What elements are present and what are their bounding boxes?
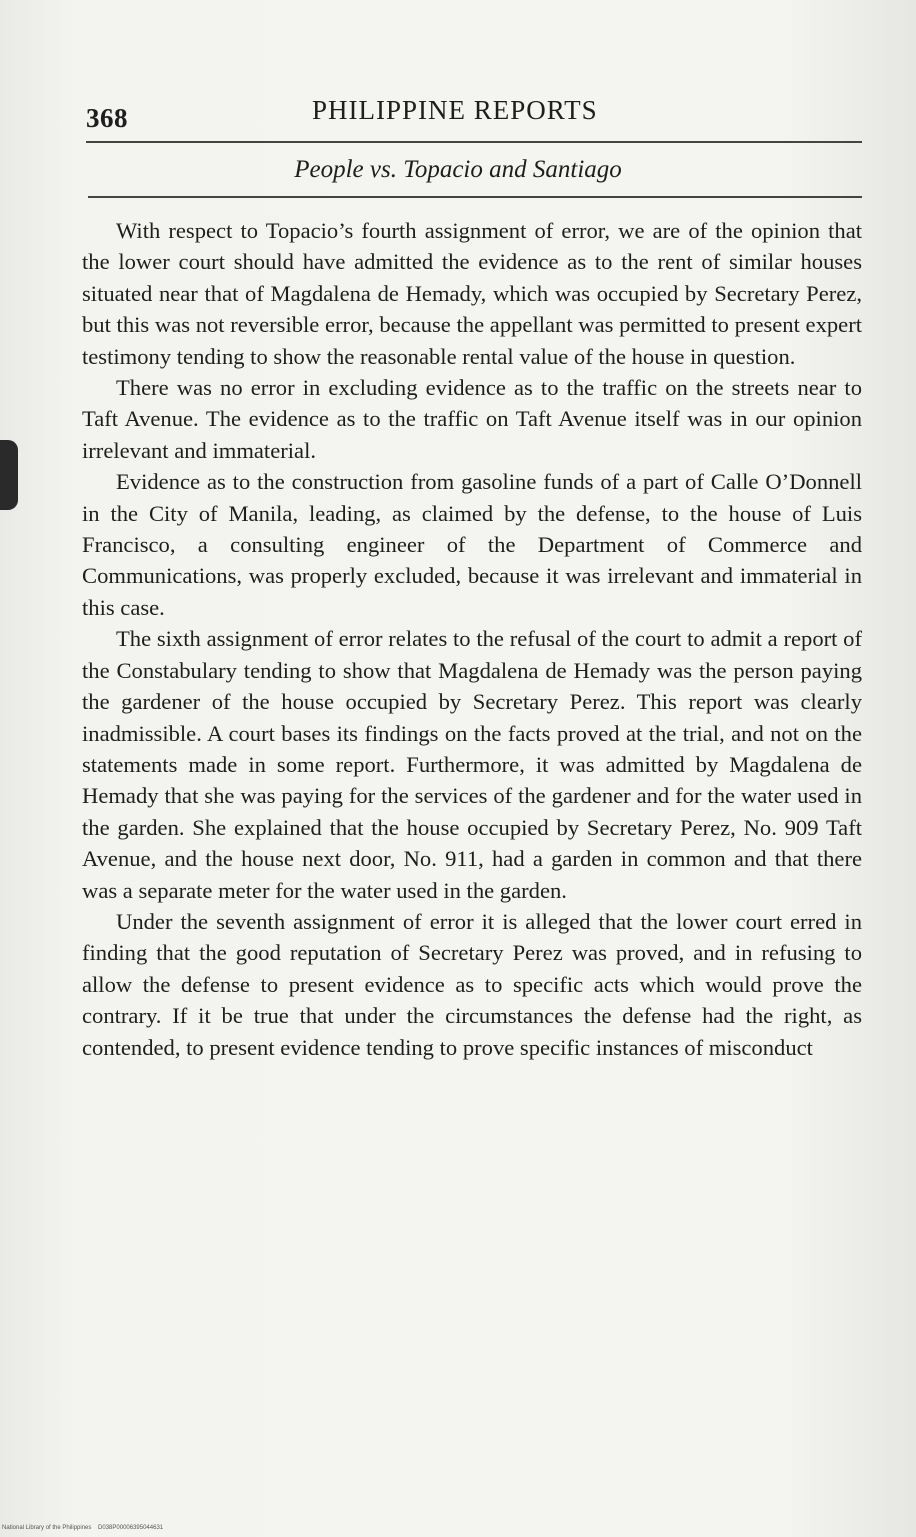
body-text (82, 215, 862, 1063)
paragraph: Evidence as to the construction from gasoline funds of a part of Calle O’Donnell in the City of Manila, leading, as claimed by the defense, to the house of Luis Francisco, a consulting engineer of the Department of Commerce and Communications, was properly excluded, because it was irrelevant and immaterial in this case. (82, 469, 862, 620)
paragraph: Under the seventh assignment of error it is alleged that the lower court erred in finding that the good reputation of Secretary Perez was proved, and in refusing to allow the defense to present evidence as to specific acts which would prove the contrary. If it be true that under the circumstances the defense had the right, as contended, to present evidence tending to prove specific instances of misconduct (82, 908, 862, 1060)
scan-footer: National Library of the Philippines D038P00006395044631 (2, 1525, 164, 1531)
binding-edge-mark (0, 440, 18, 510)
header-rule-bottom (88, 196, 862, 198)
page-number: 368 (86, 103, 128, 133)
paragraph: The sixth assignment of error relates to the refusal of the court to admit a report of the Constabulary tending to show that Magdalena de Hemady was the person paying the gardener of the house occupied by Secretary Perez. This report was clearly inadmissible. A court bases its findings on the facts proved at the trial, and not on the statements made in some report. Furthermore, it was admitted by Magdalena de Hemady that she was paying for the services of the gardener and for the water used in the garden. She explained that the house occupied by Secretary Perez, No. 909 Taft Avenue, and the house next door, No. 911, had a garden in common and that there was a separate meter for the water used in the garden. (82, 626, 862, 903)
header-rule-top (86, 141, 862, 143)
case-title: People vs. Topacio and Santiago (294, 156, 622, 183)
paragraph: There was no error in excluding evidence as to the traffic on the streets near to Taft Avenue. The evidence as to the traffic on Taft Avenue itself was in our opinion irrelevant and immaterial. (82, 375, 862, 463)
running-head (86, 95, 861, 135)
paragraph: With respect to Topacio’s fourth assignment of error, we are of the opinion that the lower court should have admitted the evidence as to the rent of similar houses situated near that of Magdalena de Hemady, which was occupied by Secretary Perez, but this was not reversible error, because the appellant was permitted to present expert testimony tending to show the reasonable rental value of the house in question. (82, 218, 862, 369)
book-title: PHILIPPINE REPORTS (312, 95, 598, 125)
